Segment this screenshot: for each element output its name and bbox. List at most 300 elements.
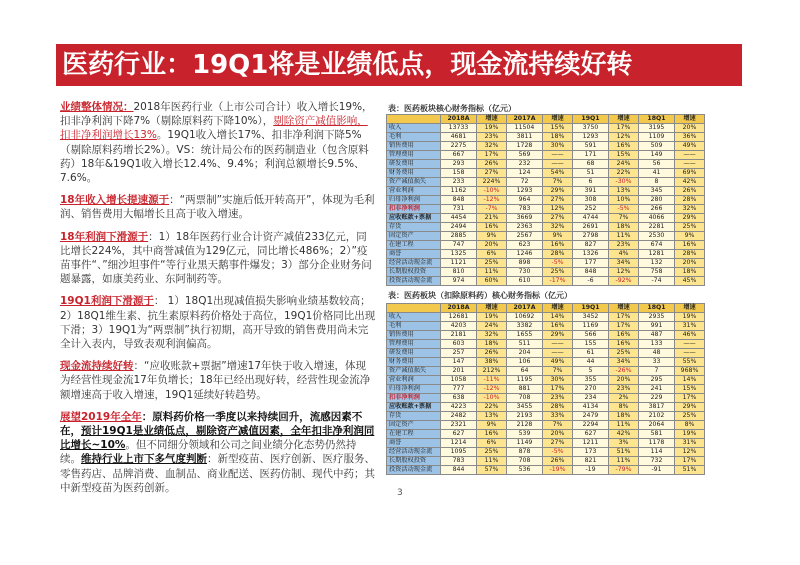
table-cell: 345 xyxy=(639,187,675,196)
table-cell: 2128 xyxy=(507,421,543,430)
table-cell: 848 xyxy=(573,268,609,277)
table-row xyxy=(387,358,705,367)
table-cell: 11504 xyxy=(507,124,543,133)
column-header: 增速 xyxy=(543,115,573,124)
table-cell: 16% xyxy=(675,241,705,250)
table-cell: 147 xyxy=(441,358,477,367)
table-cell: 1293 xyxy=(573,133,609,142)
table-cell: 25% xyxy=(543,268,573,277)
table-cell: 821 xyxy=(573,457,609,466)
table-cell: 36% xyxy=(675,133,705,142)
table-cell: 233 xyxy=(441,178,477,187)
table-cell: 18% xyxy=(609,412,639,421)
table-cell: 133 xyxy=(639,340,675,349)
table-cell: 777 xyxy=(441,385,477,394)
table-cell: 881 xyxy=(507,385,543,394)
table-cell: 8% xyxy=(675,421,705,430)
table-cell: 2294 xyxy=(573,421,609,430)
table-cell: 11% xyxy=(477,268,507,277)
table-cell: 257 xyxy=(441,349,477,358)
table-cell: 51% xyxy=(609,448,639,457)
table-cell: 32% xyxy=(477,142,507,151)
table-row xyxy=(387,403,705,412)
table-cell: -5% xyxy=(609,205,639,214)
column-header: 19Q1 xyxy=(573,115,609,124)
table-cell: 1214 xyxy=(441,439,477,448)
table-cell: 32% xyxy=(477,331,507,340)
table-cell: 569 xyxy=(507,151,543,160)
table-cell: 968% xyxy=(675,367,705,376)
table-cell: 25% xyxy=(675,412,705,421)
table2-financials xyxy=(386,303,705,475)
table-cell: 9% xyxy=(675,232,705,241)
paragraph-profit-2018: 18年利润下滑源于：1）18年医药行业合计资产减值233亿元，同比增长224%，其中商誉减值为129亿元，同比增长486%；2）”疫苗事件“、”细沙坦事件“等行业黑天鹅事件爆发；3）部分企业财务问题暴露，如康美药业、东阿制药等。 xyxy=(60,230,372,286)
table-cell: 26% xyxy=(543,457,573,466)
table-cell: 6 xyxy=(573,178,609,187)
row-label: 毛利 xyxy=(387,322,441,331)
table-cell: 730 xyxy=(507,268,543,277)
table-cell: 11% xyxy=(609,232,639,241)
table-cell: 1293 xyxy=(507,187,543,196)
profit-2018-label: 18年利润下滑源于 xyxy=(60,230,149,243)
table-row xyxy=(387,241,705,250)
row-label: 收入 xyxy=(387,313,441,322)
table-row xyxy=(387,466,705,475)
table-cell: 64 xyxy=(507,367,543,376)
table-cell: 783 xyxy=(441,457,477,466)
table-cell: 17% xyxy=(675,457,705,466)
row-label: 长期股权投资 xyxy=(387,457,441,466)
row-label: 经营活动现金流 xyxy=(387,259,441,268)
table-cell: 9% xyxy=(477,232,507,241)
table-row xyxy=(387,187,705,196)
table-cell: 1149 xyxy=(507,439,543,448)
table-cell: 270 xyxy=(573,385,609,394)
table-cell: 33 xyxy=(639,358,675,367)
table-cell: 7% xyxy=(543,421,573,430)
table-cell: 1326 xyxy=(573,250,609,259)
table-cell: 45% xyxy=(675,277,705,286)
column-header xyxy=(387,304,441,313)
table-cell: 991 xyxy=(639,322,675,331)
table-cell: 2064 xyxy=(639,421,675,430)
column-header: 2018A xyxy=(441,115,477,124)
row-label: 固定资产 xyxy=(387,232,441,241)
table-cell: 61 xyxy=(573,349,609,358)
table-cell: 12% xyxy=(543,205,573,214)
table-cell: 177 xyxy=(573,259,609,268)
table-cell: 3669 xyxy=(507,214,543,223)
table-cell: —— xyxy=(543,340,573,349)
table-cell: 1246 xyxy=(507,250,543,259)
table-row xyxy=(387,367,705,376)
table-cell: 3% xyxy=(609,439,639,448)
table-cell: 15% xyxy=(675,385,705,394)
table-cell: —— xyxy=(675,151,705,160)
table-cell: 3750 xyxy=(573,124,609,133)
table-cell: 69% xyxy=(675,169,705,178)
column-header: 2017A xyxy=(507,115,543,124)
column-header: 增速 xyxy=(477,304,507,313)
table-cell: 2798 xyxy=(573,232,609,241)
table-row xyxy=(387,340,705,349)
table-cell: 2567 xyxy=(507,232,543,241)
table2-caption: 表：医药板块（扣除原料药）核心财务指标（亿元） xyxy=(388,291,572,300)
table-cell: 60% xyxy=(477,277,507,286)
paragraph-outlook: 展望2019年全年：原料药价格一季度以来持续回升，流感因素不在，预计19Q1是业绩低点，剔除资产减值因素，全年扣非净利润同比增长~10%。但不同细分领域和公司之间业绩分化态势仍然持续。维持行业上市下多气度判断：新型疫苗、医疗创新、医疗服务、零售药店、品牌消费、血制品、商业配送、医药仿制、现代中药；其中新型疫苗为医药创新。 xyxy=(60,410,375,494)
table-cell: 293 xyxy=(441,160,477,169)
table-cell: 149 xyxy=(639,151,675,160)
row-label: 管理费用 xyxy=(387,340,441,349)
table-row xyxy=(387,421,705,430)
row-label: 管理费用 xyxy=(387,151,441,160)
table-cell: 16% xyxy=(477,430,507,439)
table-cell: 4681 xyxy=(441,133,477,142)
table-cell: 23% xyxy=(477,133,507,142)
table-cell: 6% xyxy=(477,250,507,259)
table-row xyxy=(387,232,705,241)
table-cell: 2494 xyxy=(441,223,477,232)
table-cell: 8% xyxy=(609,403,639,412)
table-cell: 51 xyxy=(573,169,609,178)
table-cell: 511 xyxy=(507,340,543,349)
table-cell: 48 xyxy=(639,349,675,358)
table-cell: 1728 xyxy=(507,142,543,151)
table-cell: 42% xyxy=(609,430,639,439)
table-cell: 1655 xyxy=(507,331,543,340)
table-cell: 204 xyxy=(507,349,543,358)
table-cell: 27% xyxy=(543,196,573,205)
table-cell: 2275 xyxy=(441,142,477,151)
table-row xyxy=(387,223,705,232)
paragraph-revenue: 18年收入增长提速源于：“两票制”实施后低开转高开”，体现为毛利润、销售费用大幅增长且高于收入增速。 xyxy=(60,194,375,221)
table-cell: 16% xyxy=(609,340,639,349)
table-row xyxy=(387,322,705,331)
table-row xyxy=(387,160,705,169)
row-label: 经营活动现金流 xyxy=(387,448,441,457)
table-row xyxy=(387,124,705,133)
table-cell: 1325 xyxy=(441,250,477,259)
table-cell: -17% xyxy=(543,277,573,286)
table-cell: 16% xyxy=(543,322,573,331)
table-cell: 964 xyxy=(507,196,543,205)
table-cell: 11% xyxy=(609,421,639,430)
paragraph-profit-19q1: 19Q1利润下滑源于： 1）18Q1出现减值损失影响业绩基数较高；2）18Q1维生素、抗生素原料药价格处于高位，19Q1价格同比出现下滑；3）19Q1为“两票制”执行初期，高开导致的销售费用尚未完全计入表内，导致表观利润偏高。 xyxy=(60,295,376,351)
table-cell: -10% xyxy=(477,394,507,403)
table-cell: 3382 xyxy=(507,322,543,331)
table-cell: -11% xyxy=(477,376,507,385)
table-cell: 22% xyxy=(477,403,507,412)
table-cell: 132 xyxy=(639,259,675,268)
table-cell: 16% xyxy=(609,331,639,340)
row-label: 商誉 xyxy=(387,439,441,448)
table-cell: 16% xyxy=(477,223,507,232)
table-cell: 20% xyxy=(477,241,507,250)
table-row xyxy=(387,205,705,214)
page-number: 3 xyxy=(397,488,403,498)
table-cell: 20% xyxy=(609,376,639,385)
table-cell: 536 xyxy=(507,466,543,475)
table-cell: 252 xyxy=(573,205,609,214)
table-cell: -7% xyxy=(477,205,507,214)
table-cell: 18% xyxy=(477,340,507,349)
table-cell: 23% xyxy=(543,394,573,403)
row-label: 销售费用 xyxy=(387,331,441,340)
table-cell: 1281 xyxy=(639,250,675,259)
table-row xyxy=(387,412,705,421)
table-cell: 7 xyxy=(639,367,675,376)
table-cell: 224% xyxy=(477,178,507,187)
table-cell: 44 xyxy=(573,358,609,367)
table-row xyxy=(387,277,705,286)
row-label: 资产减值损失 xyxy=(387,178,441,187)
table-cell: -30% xyxy=(609,178,639,187)
cashflow-label: 现金流持续好转 xyxy=(60,360,134,373)
table-cell: 8 xyxy=(639,178,675,187)
table-cell: 22% xyxy=(609,169,639,178)
table-row xyxy=(387,214,705,223)
table-cell: 4203 xyxy=(441,322,477,331)
table-cell: -26% xyxy=(609,367,639,376)
table-cell: -79% xyxy=(609,466,639,475)
table-cell: 56 xyxy=(639,160,675,169)
column-header xyxy=(387,115,441,124)
table-cell: 49% xyxy=(675,142,705,151)
table-cell: 4134 xyxy=(573,403,609,412)
table-cell: 29% xyxy=(543,187,573,196)
table-cell: 2193 xyxy=(507,412,543,421)
table1-financials xyxy=(386,114,705,286)
table-cell: 7% xyxy=(543,367,573,376)
column-header: 增速 xyxy=(609,115,639,124)
column-header: 增速 xyxy=(477,115,507,124)
table-cell: 1095 xyxy=(441,448,477,457)
table-cell: 509 xyxy=(639,142,675,151)
table-cell: 667 xyxy=(441,151,477,160)
table-cell: 708 xyxy=(507,457,543,466)
table-cell: 28% xyxy=(675,196,705,205)
table-cell: 31% xyxy=(675,322,705,331)
table-cell: 28% xyxy=(675,250,705,259)
table-cell: —— xyxy=(675,340,705,349)
table-cell: 844 xyxy=(441,466,477,475)
table-cell: 173 xyxy=(573,448,609,457)
row-label: 研发费用 xyxy=(387,160,441,169)
revenue-label: 18年收入增长提速源于 xyxy=(60,194,170,207)
table-cell: 15% xyxy=(609,151,639,160)
table-cell: 24% xyxy=(609,160,639,169)
row-label: 资产减值损失 xyxy=(387,367,441,376)
table-cell: —— xyxy=(543,151,573,160)
table-cell: 623 xyxy=(507,241,543,250)
table-cell: 355 xyxy=(573,376,609,385)
row-label: 投资活动现金流 xyxy=(387,466,441,475)
table-cell: 758 xyxy=(639,268,675,277)
table-cell: 2102 xyxy=(639,412,675,421)
row-label: 在建工程 xyxy=(387,241,441,250)
table-cell: 2281 xyxy=(639,223,675,232)
table-cell: 391 xyxy=(573,187,609,196)
table-row xyxy=(387,250,705,259)
table-cell: 974 xyxy=(441,277,477,286)
table-cell: 32% xyxy=(543,223,573,232)
table-cell: 10692 xyxy=(507,313,543,322)
table-cell: 25% xyxy=(609,349,639,358)
table-cell: 30% xyxy=(543,142,573,151)
table-cell: 1178 xyxy=(639,439,675,448)
table-cell: 26% xyxy=(675,187,705,196)
table-cell: 16% xyxy=(543,241,573,250)
table-cell: 627 xyxy=(573,430,609,439)
table-cell: 20% xyxy=(543,430,573,439)
table-cell: -5% xyxy=(543,259,573,268)
row-label: 毛利 xyxy=(387,133,441,142)
table-cell: 19% xyxy=(675,430,705,439)
row-label: 应收账款+票据 xyxy=(387,403,441,412)
table-cell: 674 xyxy=(639,241,675,250)
table-cell: 18% xyxy=(543,133,573,142)
table-cell: 229 xyxy=(639,394,675,403)
table-cell: 34% xyxy=(609,358,639,367)
table-cell: 12% xyxy=(609,268,639,277)
table-row xyxy=(387,385,705,394)
row-label: 长期股权投资 xyxy=(387,268,441,277)
outlook-highlight: 预计19Q1是业绩低点，剔除资产减值因素，全年扣非净利润同比增长~10% xyxy=(60,425,375,452)
table-cell: 14% xyxy=(675,376,705,385)
table-cell: 17% xyxy=(609,313,639,322)
table-cell: 72 xyxy=(507,178,543,187)
table-cell: 26% xyxy=(477,349,507,358)
table-cell: —— xyxy=(675,349,705,358)
table-cell: 731 xyxy=(441,205,477,214)
column-header: 2018A xyxy=(441,304,477,313)
table-cell: 17% xyxy=(609,322,639,331)
table-row xyxy=(387,196,705,205)
table1-caption: 表：医药板块核心财务指标（亿元） xyxy=(388,104,516,113)
table-cell: 2885 xyxy=(441,232,477,241)
table-cell: 4454 xyxy=(441,214,477,223)
table-cell: 13% xyxy=(477,412,507,421)
row-label: 在建工程 xyxy=(387,430,441,439)
table-cell: 155 xyxy=(573,340,609,349)
table-cell: 3811 xyxy=(507,133,543,142)
row-label: 收入 xyxy=(387,124,441,133)
table-row xyxy=(387,394,705,403)
table-cell: 12% xyxy=(675,448,705,457)
table-cell: 38% xyxy=(477,358,507,367)
column-header: 2017A xyxy=(507,304,543,313)
table-cell: 21% xyxy=(477,214,507,223)
table-cell: 848 xyxy=(441,196,477,205)
table-cell: 15% xyxy=(543,124,573,133)
table-cell: 12681 xyxy=(441,313,477,322)
table-cell: 24% xyxy=(477,322,507,331)
overall-label: 业绩整体情况： xyxy=(60,101,134,113)
table-cell: 1121 xyxy=(441,259,477,268)
table-cell: 487 xyxy=(639,331,675,340)
table-row xyxy=(387,259,705,268)
table-cell: 2530 xyxy=(639,232,675,241)
table-cell: 41 xyxy=(639,169,675,178)
table-cell: 11% xyxy=(477,457,507,466)
column-header: 增速 xyxy=(675,115,705,124)
table-cell: 2479 xyxy=(573,412,609,421)
table-cell: 234 xyxy=(573,394,609,403)
table-cell: 16% xyxy=(609,142,639,151)
table-row xyxy=(387,178,705,187)
table-cell: 18% xyxy=(609,223,639,232)
table-cell: 14% xyxy=(543,313,573,322)
table-cell: 4744 xyxy=(573,214,609,223)
table-cell: 878 xyxy=(507,448,543,457)
table-row xyxy=(387,349,705,358)
row-label: 扣非净利润 xyxy=(387,205,441,214)
table-cell: 25% xyxy=(477,448,507,457)
table-cell: 280 xyxy=(639,196,675,205)
table-cell: 106 xyxy=(507,358,543,367)
table-cell: -5% xyxy=(543,448,573,457)
table-cell: 34% xyxy=(609,259,639,268)
table-cell: 232 xyxy=(507,160,543,169)
table-cell: 827 xyxy=(573,241,609,250)
column-header: 增速 xyxy=(609,304,639,313)
table-cell: 28% xyxy=(543,250,573,259)
paragraph-cashflow: 现金流持续好转：“应收账款+票据”增速17年快于收入增速，体现为经营性现金流17年负增长；18年已经出现好转，经营性现金流净额增速高于收入增速，19Q1延续好转趋势。 xyxy=(60,360,371,401)
table-cell: 29% xyxy=(675,403,705,412)
table-cell: 2482 xyxy=(441,412,477,421)
row-label: 营业利润 xyxy=(387,187,441,196)
table-cell: 295 xyxy=(639,376,675,385)
table-cell: 2321 xyxy=(441,421,477,430)
table-cell: 566 xyxy=(573,331,609,340)
table-cell: 810 xyxy=(441,268,477,277)
table-cell: 49% xyxy=(543,358,573,367)
table-cell: 1195 xyxy=(507,376,543,385)
table-header-row xyxy=(387,115,705,124)
table-cell: 20% xyxy=(675,259,705,268)
table-cell: 3195 xyxy=(639,124,675,133)
table-cell: —— xyxy=(543,349,573,358)
table-cell: 23% xyxy=(609,241,639,250)
table-cell: 19% xyxy=(675,313,705,322)
row-label: 营业利润 xyxy=(387,376,441,385)
table-cell: 19% xyxy=(477,313,507,322)
column-header: 增速 xyxy=(543,304,573,313)
table-row xyxy=(387,430,705,439)
table-cell: 212% xyxy=(477,367,507,376)
table-cell: 114 xyxy=(639,448,675,457)
table-cell: 747 xyxy=(441,241,477,250)
table-cell: 68 xyxy=(573,160,609,169)
table-cell: 6% xyxy=(477,439,507,448)
table-row xyxy=(387,313,705,322)
table-cell: 7% xyxy=(543,178,573,187)
table-cell: 32% xyxy=(675,205,705,214)
table-row xyxy=(387,133,705,142)
table-cell: 27% xyxy=(543,214,573,223)
table-cell: 266 xyxy=(639,205,675,214)
table-cell: 158 xyxy=(441,169,477,178)
table-cell: -91 xyxy=(639,466,675,475)
table-cell: 3452 xyxy=(573,313,609,322)
table-cell: —— xyxy=(675,160,705,169)
row-label: 商誉 xyxy=(387,250,441,259)
table-cell: -10% xyxy=(477,187,507,196)
outlook-label: 展望2019年全年 xyxy=(60,410,142,423)
table-cell: 31% xyxy=(675,439,705,448)
table-cell: 4223 xyxy=(441,403,477,412)
table-cell: 708 xyxy=(507,394,543,403)
